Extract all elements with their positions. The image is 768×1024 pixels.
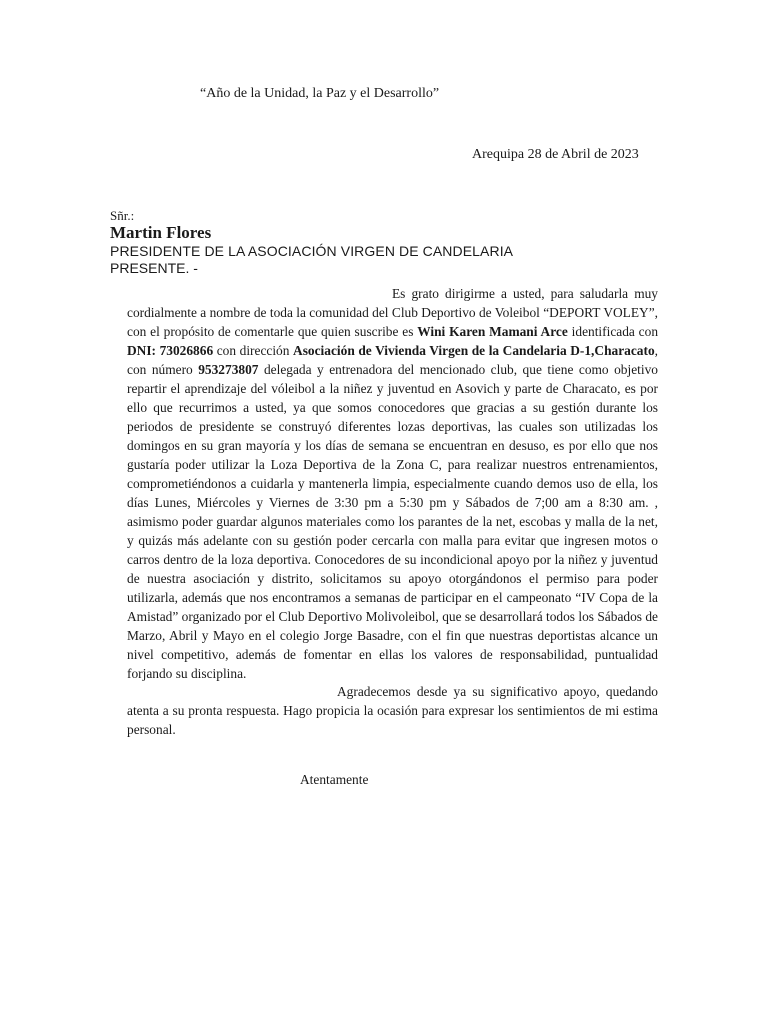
- recipient-name: Martin Flores: [110, 223, 212, 242]
- recipient-present: PRESENTE. -: [110, 260, 198, 276]
- sender-phone: 953273807: [198, 362, 259, 377]
- body-text-segment: delegada y entrenadora del mencionado club, que tiene como objetivo repartir el aprendizaje del vóleibol a la niñez y juventud en Asovich y parte de Characato, es por ello que recurrimos a usted, ya que somos conocedores que gracias a su gestión durante los periodos de presidente se construyó diferentes lozas deportivas, las cuales son utilizadas los domingos en su gran mayoría y los días de semana se encuentran en desuso, es por ello que nos gustaría poder utilizar la Loza Deportiva de la Zona C, para realizar nuestros entrenamientos, comprometiéndonos a cuidarla y mantenerla limpia, especialmente cuando demos uso de ella, los días Lunes, Miércoles y Viernes de 3:30 pm a 5:30 pm y Sábados de 7;00 am a 8:30 am. , asimismo poder guardar algunos materiales como los parantes de la net, escobas y malla de la net, y quizás más adelante con su gestión poder cercarla con malla para evitar que ingresen motos o carros dentro de la loza deportiva. Conocedores de su incondicional apoyo por la niñez y juventud de nuestra asociación y distrito, solicitamos su apoyo otorgándonos el permiso para poder utilizarla, además que nos encontramos a semanas de participar en el campeonato “IV Copa de la Amistad” organizado por el Club Deportivo Molivoleibol, que se desarrollará todos los Sábados de Marzo, Abril y Mayo en el colegio Jorge Basadre, con el fin que nuestras deportistas alcance un nivel competitivo, además de fomentar en ellas los valores de responsabilidad, puntualidad forjando su disciplina.: [127, 362, 658, 681]
- salutation: Sñr.:: [110, 208, 135, 223]
- body-paragraph-thanks: Agradecemos desde ya su significativo apoyo, quedando atenta a su pronta respuesta. Hago propicia la ocasión para expresar los sentimientos de mi estima personal.: [127, 684, 658, 737]
- sender-dni: DNI: 73026866: [127, 343, 214, 358]
- year-motto: “Año de la Unidad, la Paz y el Desarrollo”: [200, 86, 440, 101]
- body-text-segment: con dirección: [213, 343, 294, 358]
- sender-address: Asociación de Vivienda Virgen de la Candelaria D-1,Characato: [293, 343, 655, 358]
- closing-line: Atentamente: [300, 772, 369, 787]
- recipient-title: PRESIDENTE DE LA ASOCIACIÓN VIRGEN DE CANDELARIA: [110, 243, 514, 259]
- body-paragraph-main: [127, 284, 658, 683]
- body-text-segment: Es grato dirigirme a usted, para saludarla muy cordialmente a nombre de toda la comunidad del Club Deportivo de Voleibol “DEPORT VOLEY”, con el propósito de comentarle que quien suscribe es: [127, 286, 658, 339]
- date-line: Arequipa 28 de Abril de 2023: [472, 147, 639, 162]
- body-text-segment: identificada con: [567, 324, 659, 339]
- sender-name: Wini Karen Mamani Arce: [417, 324, 568, 339]
- body-text-segment: , con número: [127, 343, 659, 377]
